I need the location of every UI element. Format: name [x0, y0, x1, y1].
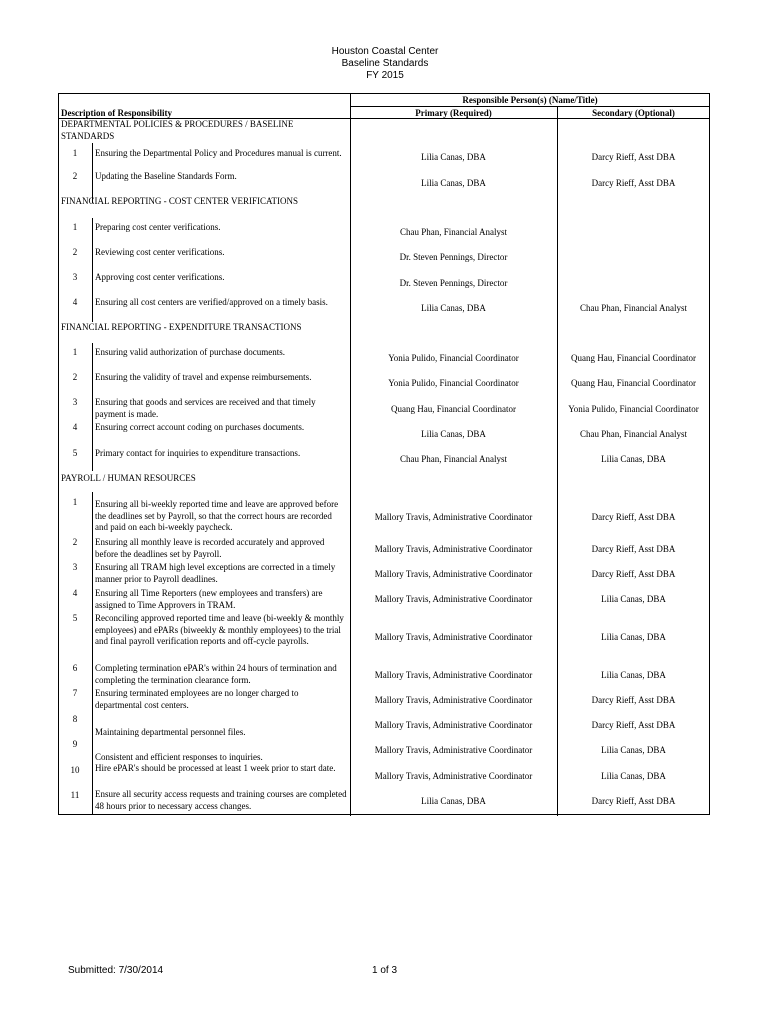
row-primary: Dr. Steven Pennings, Director	[399, 252, 508, 262]
row-number: 3	[72, 272, 78, 282]
row-primary: Lilia Canas, DBA	[421, 796, 486, 806]
row-number: 1	[72, 222, 78, 232]
row-description: Ensuring correct account coding on purchases documents.	[95, 422, 305, 432]
row-description: Ensuring all cost centers are verified/approved on a timely basis.	[95, 297, 328, 307]
row-number: 2	[72, 171, 78, 181]
row-secondary: Lilia Canas, DBA	[601, 745, 666, 755]
standards-table	[58, 93, 710, 815]
responsible-persons-header: Responsible Person(s) (Name/Title)	[462, 95, 598, 105]
row-number: 8	[72, 714, 78, 724]
row-description: Hire ePAR's should be processed at least 1 week prior to start date.	[95, 763, 336, 773]
row-number: 3	[72, 562, 78, 572]
org-name: Houston Coastal Center	[331, 46, 439, 57]
row-secondary: Lilia Canas, DBA	[601, 594, 666, 604]
row-number: 4	[72, 297, 78, 307]
num-divider-s3	[92, 343, 93, 471]
row-description: Ensuring all bi-weekly reported time and leave are approved before the deadlines set by Payroll, so that the correct hours are recorded and paid on each bi-weekly paycheck.	[95, 499, 339, 532]
row-description: Ensure all security access requests and training courses are completed 48 hours prior to necessary access changes.	[95, 789, 347, 811]
secondary-column-header: Secondary (Optional)	[592, 108, 675, 118]
row-number: 7	[72, 688, 78, 698]
row-number: 1	[72, 497, 78, 507]
primary-column-header: Primary (Required)	[415, 108, 492, 118]
row-primary: Mallory Travis, Administrative Coordinator	[374, 670, 533, 680]
row-secondary: Darcy Rieff, Asst DBA	[591, 695, 676, 705]
row-secondary: Darcy Rieff, Asst DBA	[591, 152, 676, 162]
row-description: Preparing cost center verifications.	[95, 222, 221, 232]
row-secondary: Darcy Rieff, Asst DBA	[591, 796, 676, 806]
row-primary: Chau Phan, Financial Analyst	[400, 227, 507, 237]
row-number: 5	[72, 613, 78, 623]
row-secondary: Darcy Rieff, Asst DBA	[591, 569, 676, 579]
row-number: 3	[72, 397, 78, 407]
num-divider-s1	[92, 143, 93, 203]
fiscal-year: FY 2015	[366, 70, 404, 81]
num-divider-s2	[92, 218, 93, 322]
row-secondary: Yonia Pulido, Financial Coordinator	[568, 404, 699, 414]
row-primary: Lilia Canas, DBA	[421, 429, 486, 439]
section-title: DEPARTMENTAL POLICIES & PROCEDURES / BASELINE STANDARDS	[61, 119, 294, 141]
row-number: 6	[72, 663, 78, 673]
row-number: 2	[72, 372, 78, 382]
row-description: Ensuring all monthly leave is recorded accurately and approved before the deadlines set by Payroll.	[95, 537, 325, 559]
row-primary: Mallory Travis, Administrative Coordinator	[374, 695, 533, 705]
row-primary: Mallory Travis, Administrative Coordinator	[374, 720, 533, 730]
section-title: PAYROLL / HUMAN RESOURCES	[61, 473, 196, 483]
row-primary: Chau Phan, Financial Analyst	[400, 454, 507, 464]
row-primary: Lilia Canas, DBA	[421, 178, 486, 188]
section-title: FINANCIAL REPORTING - COST CENTER VERIFICATIONS	[61, 196, 299, 206]
row-primary: Mallory Travis, Administrative Coordinator	[374, 544, 533, 554]
row-description: Approving cost center verifications.	[95, 272, 225, 282]
row-secondary: Lilia Canas, DBA	[601, 670, 666, 680]
row-secondary: Darcy Rieff, Asst DBA	[591, 544, 676, 554]
row-primary: Lilia Canas, DBA	[421, 152, 486, 162]
row-description: Ensuring valid authorization of purchase documents.	[95, 347, 285, 357]
row-primary: Mallory Travis, Administrative Coordinator	[374, 569, 533, 579]
row-description: Ensuring the validity of travel and expense reimbursements.	[95, 372, 312, 382]
num-divider-s4	[92, 492, 93, 814]
row-secondary: Lilia Canas, DBA	[601, 632, 666, 642]
row-description: Consistent and efficient responses to inquiries.	[95, 752, 263, 762]
row-secondary: Chau Phan, Financial Analyst	[580, 303, 687, 313]
row-number: 10	[70, 765, 80, 775]
row-primary: Yonia Pulido, Financial Coordinator	[388, 378, 519, 388]
row-number: 5	[72, 448, 78, 458]
row-primary: Mallory Travis, Administrative Coordinator	[374, 594, 533, 604]
row-number: 1	[72, 347, 78, 357]
row-primary: Mallory Travis, Administrative Coordinator	[374, 632, 533, 642]
row-number: 2	[72, 537, 78, 547]
section-title: FINANCIAL REPORTING - EXPENDITURE TRANSACTIONS	[61, 322, 302, 332]
row-number: 11	[70, 790, 80, 800]
row-secondary: Quang Hau, Financial Coordinator	[571, 378, 696, 388]
row-secondary: Darcy Rieff, Asst DBA	[591, 178, 676, 188]
row-primary: Mallory Travis, Administrative Coordinator	[374, 512, 533, 522]
row-description: Ensuring all Time Reporters (new employees and transfers) are assigned to Time Approvers in TRAM.	[95, 588, 323, 610]
row-number: 1	[72, 148, 78, 158]
submitted-date: Submitted: 7/30/2014	[68, 965, 164, 976]
row-number: 4	[72, 422, 78, 432]
row-secondary: Lilia Canas, DBA	[601, 771, 666, 781]
row-description: Reviewing cost center verifications.	[95, 247, 225, 257]
row-primary: Mallory Travis, Administrative Coordinator	[374, 771, 533, 781]
row-description: Ensuring all TRAM high level exceptions are corrected in a timely manner prior to Payroll deadlines.	[95, 562, 336, 584]
row-number: 9	[72, 739, 78, 749]
row-description: Ensuring terminated employees are no longer charged to departmental cost centers.	[95, 688, 299, 710]
row-description: Completing termination ePAR's within 24 hours of termination and completing the termination clearance form.	[95, 663, 337, 685]
row-secondary: Quang Hau, Financial Coordinator	[571, 353, 696, 363]
row-primary: Dr. Steven Pennings, Director	[399, 278, 508, 288]
row-secondary: Darcy Rieff, Asst DBA	[591, 720, 676, 730]
row-description: Primary contact for inquiries to expenditure transactions.	[95, 448, 301, 458]
row-primary: Yonia Pulido, Financial Coordinator	[388, 353, 519, 363]
row-primary: Quang Hau, Financial Coordinator	[391, 404, 516, 414]
row-primary: Mallory Travis, Administrative Coordinator	[374, 745, 533, 755]
row-description: Maintaining departmental personnel files.	[95, 727, 246, 737]
row-description: Reconciling approved reported time and leave (bi-weekly & monthly employees) and ePARs (biweekly & monthly employees) to the trial and final payroll verification reports and off-cycle payrolls.	[95, 613, 344, 646]
row-description: Ensuring that goods and services are received and that timely payment is made.	[95, 397, 316, 419]
row-description: Updating the Baseline Standards Form.	[95, 171, 237, 181]
row-primary: Lilia Canas, DBA	[421, 303, 486, 313]
row-secondary: Chau Phan, Financial Analyst	[580, 429, 687, 439]
row-description: Ensuring the Departmental Policy and Procedures manual is current.	[95, 148, 342, 158]
row-secondary: Lilia Canas, DBA	[601, 454, 666, 464]
row-number: 4	[72, 588, 78, 598]
page-number: 1 of 3	[372, 965, 398, 976]
description-column-header: Description of Responsibility	[61, 108, 173, 118]
row-number: 2	[72, 247, 78, 257]
document-title: Baseline Standards	[341, 58, 429, 69]
row-secondary: Darcy Rieff, Asst DBA	[591, 512, 676, 522]
